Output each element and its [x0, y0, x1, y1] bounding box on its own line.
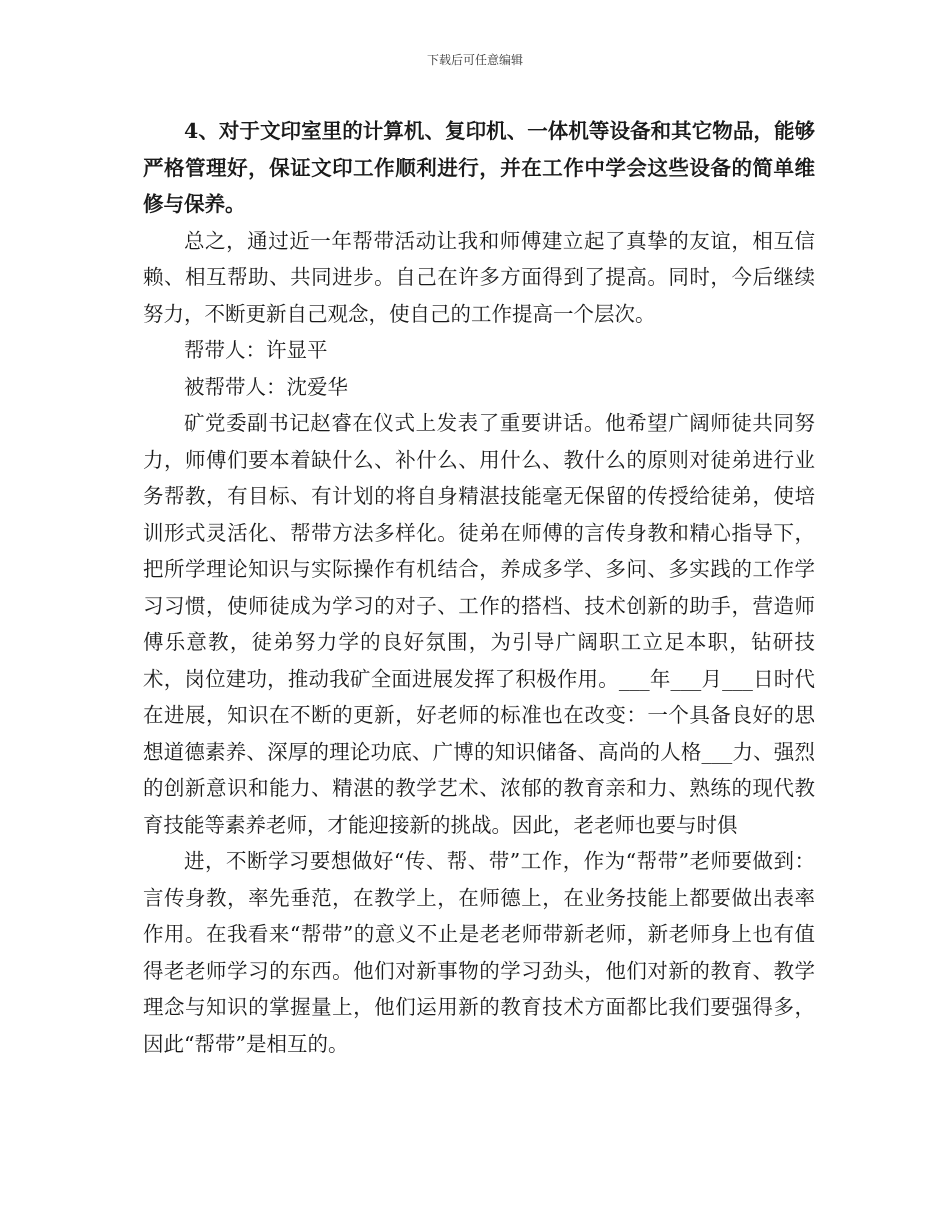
document-body [143, 113, 815, 1062]
paragraph-equipment-management: 4、对于文印室里的计算机、复印机、一体机等设备和其它物品，能够严格管理好，保证文印工作顺利进行，并在工作中学会这些设备的简单维修与保养。 [143, 119, 815, 216]
paragraph-mutual-learning: 进，不断学习要想做好“传、帮、带”工作，作为“帮带”老师要做到：言传身教，率先垂范，在教学上，在师德上，在业务技能上都要做出表率作用。在我看来“帮带”的意义不止是老老师带新老师，新老师身上也有值得老老师学习的东西。他们对新事物的学习劲头，他们对新的教育、教学理念与知识的掌握量上，他们运用新的教育技术方面都比我们要强得多，因此“帮带”是相互的。 [143, 849, 815, 1056]
paragraph-mentor: 帮带人：许显平 [184, 338, 328, 362]
paragraph-speech: 矿党委副书记赵睿在仪式上发表了重要讲话。他希望广阔师徒共同努力，师傅们要本着缺什么、补什么、用什么、教什么的原则对徒弟进行业务帮教，有目标、有计划的将自身精湛技能毫无保留的传授给徒弟，使培训形式灵活化、帮带方法多样化。徒弟在师傅的言传身教和精心指导下，把所学理论知识与实际操作有机结合，养成多学、多问、多实践的工作学习习惯，使师徒成为学习的对子、工作的搭档、技术创新的助手，营造师傅乐意教，徒弟努力学的良好氛围，为引导广阔职工立足本职，钻研技术，岗位建功，推动我矿全面进展发挥了积极作用。___年___月___日时代在进展，知识在不断的更新，好老师的标准也在改变：一个具备良好的思想道德素养、深厚的理论功底、广博的知识储备、高尚的人格___力、强烈的创新意识和能力、精湛的教学艺术、浓郁的教育亲和力、熟练的现代教育技能等素养老师，才能迎接新的挑战。因此，老老师也要与时俱 [143, 411, 815, 837]
paragraph-summary: 总之，通过近一年帮带活动让我和师傅建立起了真挚的友谊，相互信赖、相互帮助、共同进步。自己在许多方面得到了提高。同时，今后继续努力，不断更新自己观念，使自己的工作提高一个层次。 [143, 228, 815, 326]
page-header: 下载后可任意编辑 [426, 53, 523, 67]
paragraph-mentee: 被帮带人：沈爱华 [184, 374, 348, 399]
